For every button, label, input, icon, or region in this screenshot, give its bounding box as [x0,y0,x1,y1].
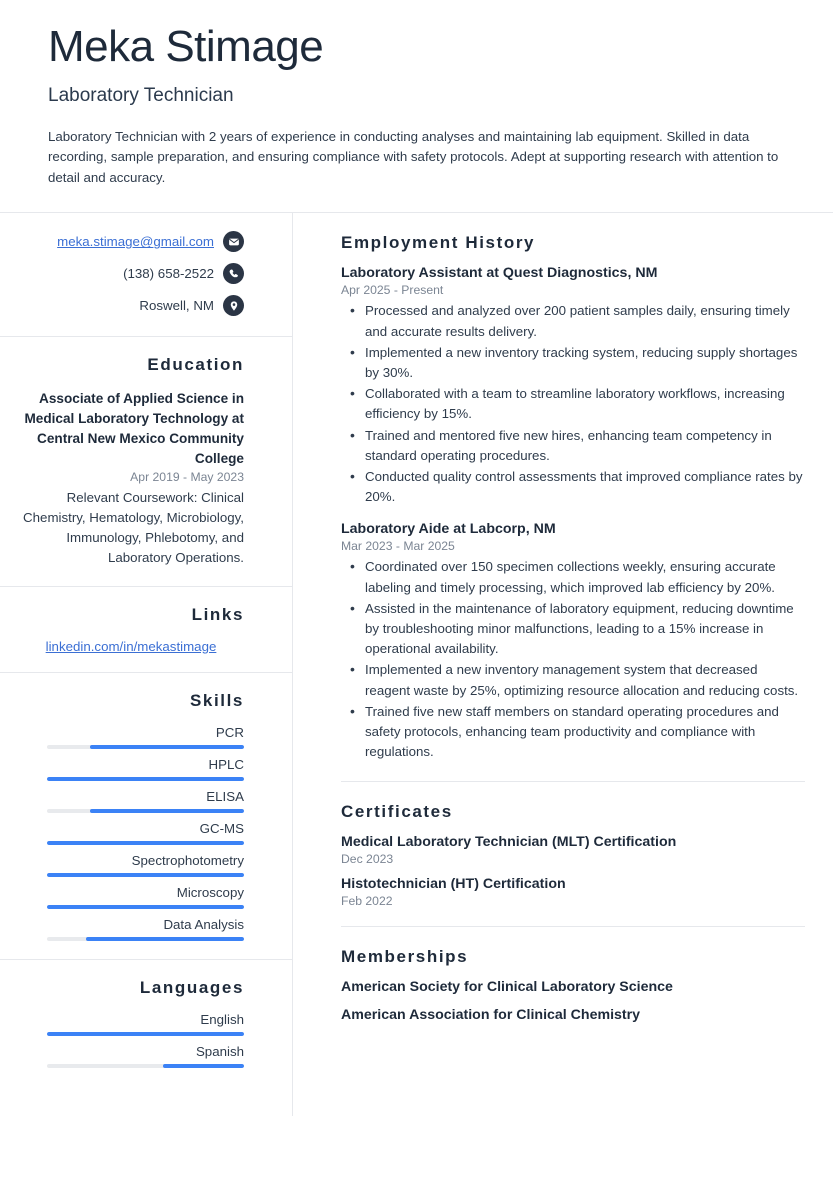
skill-bar-track [47,809,244,813]
skill-bar-track [47,745,244,749]
contact-location-row[interactable] [18,295,244,316]
contact-section [0,213,292,337]
skill-bar-track [47,905,244,909]
job-bullet: • Processed and analyzed over 200 patient samples daily, ensuring timely and accurate results delivery. [341,301,805,341]
employment-heading: Employment History [341,233,536,253]
skill-bar-track [47,873,244,877]
job-bullet: • Trained five new staff members on standard operating procedures and safety protocols, enhancing team productivity and compliance with regulations. [341,702,805,763]
resume-header [0,0,833,213]
skill-bar-fill [47,873,244,877]
resume-body [0,213,833,1116]
links-heading: Links [191,604,244,624]
skill-bar-fill [86,937,244,941]
job-bullet: • Trained and mentored five new hires, enhancing team competency in standard operating procedures. [341,426,805,466]
phone-icon [223,263,244,284]
job-title: Laboratory Assistant at Quest Diagnostics, NM [341,265,658,282]
location-text: Roswell, NM [139,298,214,314]
skill-item [18,885,244,909]
job-bullet: • Assisted in the maintenance of laboratory equipment, reducing downtime by troubleshooting minor malfunctions, leading to a 15% increase in operational availability. [341,599,805,660]
membership-item: American Society for Clinical Laboratory Science [341,979,673,996]
linkedin-link[interactable]: linkedin.com/in/mekastimage [45,638,217,654]
languages-heading: Languages [139,977,244,997]
job-date: Mar 2023 - Mar 2025 [341,539,455,554]
skill-item [18,853,244,877]
job-date: Apr 2025 - Present [341,283,444,298]
language-bar-track [47,1032,244,1036]
language-bar-fill [163,1064,244,1068]
skills-heading: Skills [189,690,244,710]
membership-item: American Association for Clinical Chemistry [341,1007,641,1024]
candidate-name: Meka Stimage [48,22,324,71]
certificate-date: Feb 2022 [341,894,393,909]
certificates-heading: Certificates [341,802,453,822]
education-title: Associate of Applied Science in Medical Laboratory Technology at Central New Mexico Community College [24,391,244,466]
education-section [0,337,292,587]
envelope-icon [223,231,244,252]
skill-item [18,725,244,749]
contact-phone-row[interactable] [18,263,244,284]
skill-label: Spectrophotometry [131,852,244,868]
job-bullets [341,301,805,507]
language-label: English [200,1011,244,1027]
links-section [0,587,292,673]
language-item [18,1044,244,1068]
link-item[interactable] [18,639,244,654]
skill-label: GC-MS [199,820,244,836]
education-description: Relevant Coursework: Clinical Chemistry, Hematology, Microbiology, Immunology, Phlebotomy, and Laboratory Operations. [23,490,244,566]
skill-label: Microscopy [176,884,244,900]
job-bullet: • Implemented a new inventory management system that decreased reagent waste by 25%, optimizing resource allocation and reducing costs. [341,660,805,700]
memberships-heading: Memberships [341,947,469,967]
certificate-name: Histotechnician (HT) Certification [341,876,566,893]
candidate-job-title: Laboratory Technician [48,84,234,106]
skill-item [18,821,244,845]
memberships-section [341,927,805,1041]
skill-bar-fill [47,841,244,845]
skill-bar-track [47,841,244,845]
job-title: Laboratory Aide at Labcorp, NM [341,521,556,538]
skill-item [18,757,244,781]
language-bar-fill [47,1032,244,1036]
skill-bar-track [47,777,244,781]
job-bullet: • Conducted quality control assessments that improved compliance rates by 20%. [341,467,805,507]
map-pin-icon [223,295,244,316]
certificates-section [341,782,805,927]
skill-item [18,789,244,813]
skills-section [0,673,292,960]
education-entry [18,389,244,568]
skill-label: PCR [215,724,244,740]
language-bar-track [47,1064,244,1068]
professional-summary: Laboratory Technician with 2 years of experience in conducting analyses and maintaining lab equipment. Skilled in data recording, sample preparation, and ensuring compliance with safety protocols. Adept at supporting research with attention to detail and accuracy. [48,128,779,185]
certificate-name: Medical Laboratory Technician (MLT) Certification [341,834,677,851]
languages-section [0,960,292,1086]
contact-email-row[interactable] [18,231,244,252]
education-heading: Education [147,355,244,375]
job-entry [341,521,805,762]
sidebar-column [0,213,293,1116]
skill-label: Data Analysis [163,916,244,932]
skill-bar-fill [90,809,244,813]
language-label: Spanish [195,1043,244,1059]
skill-bar-fill [47,905,244,909]
job-bullets [341,557,805,762]
skill-bar-fill [90,745,244,749]
skill-label: ELISA [206,788,244,804]
job-bullet: • Collaborated with a team to streamline laboratory workflows, increasing efficiency by 15%. [341,384,805,424]
phone-number: (138) 658-2522 [123,266,214,282]
skill-label: HPLC [208,756,244,772]
main-column [293,213,833,1116]
certificate-entry [341,834,805,866]
skill-item [18,917,244,941]
email-link[interactable]: meka.stimage@gmail.com [57,234,214,250]
skill-bar-track [47,937,244,941]
certificate-entry [341,876,805,908]
skill-bar-fill [47,777,244,781]
employment-section [341,213,805,782]
job-bullet: • Coordinated over 150 specimen collections weekly, ensuring accurate labeling and timely processing, which improved lab efficiency by 20%. [341,557,805,597]
language-item [18,1012,244,1036]
job-bullet: • Implemented a new inventory tracking system, reducing supply shortages by 30%. [341,343,805,383]
job-entry [341,265,805,507]
certificate-date: Dec 2023 [341,852,394,867]
education-date: Apr 2019 - May 2023 [130,470,244,485]
